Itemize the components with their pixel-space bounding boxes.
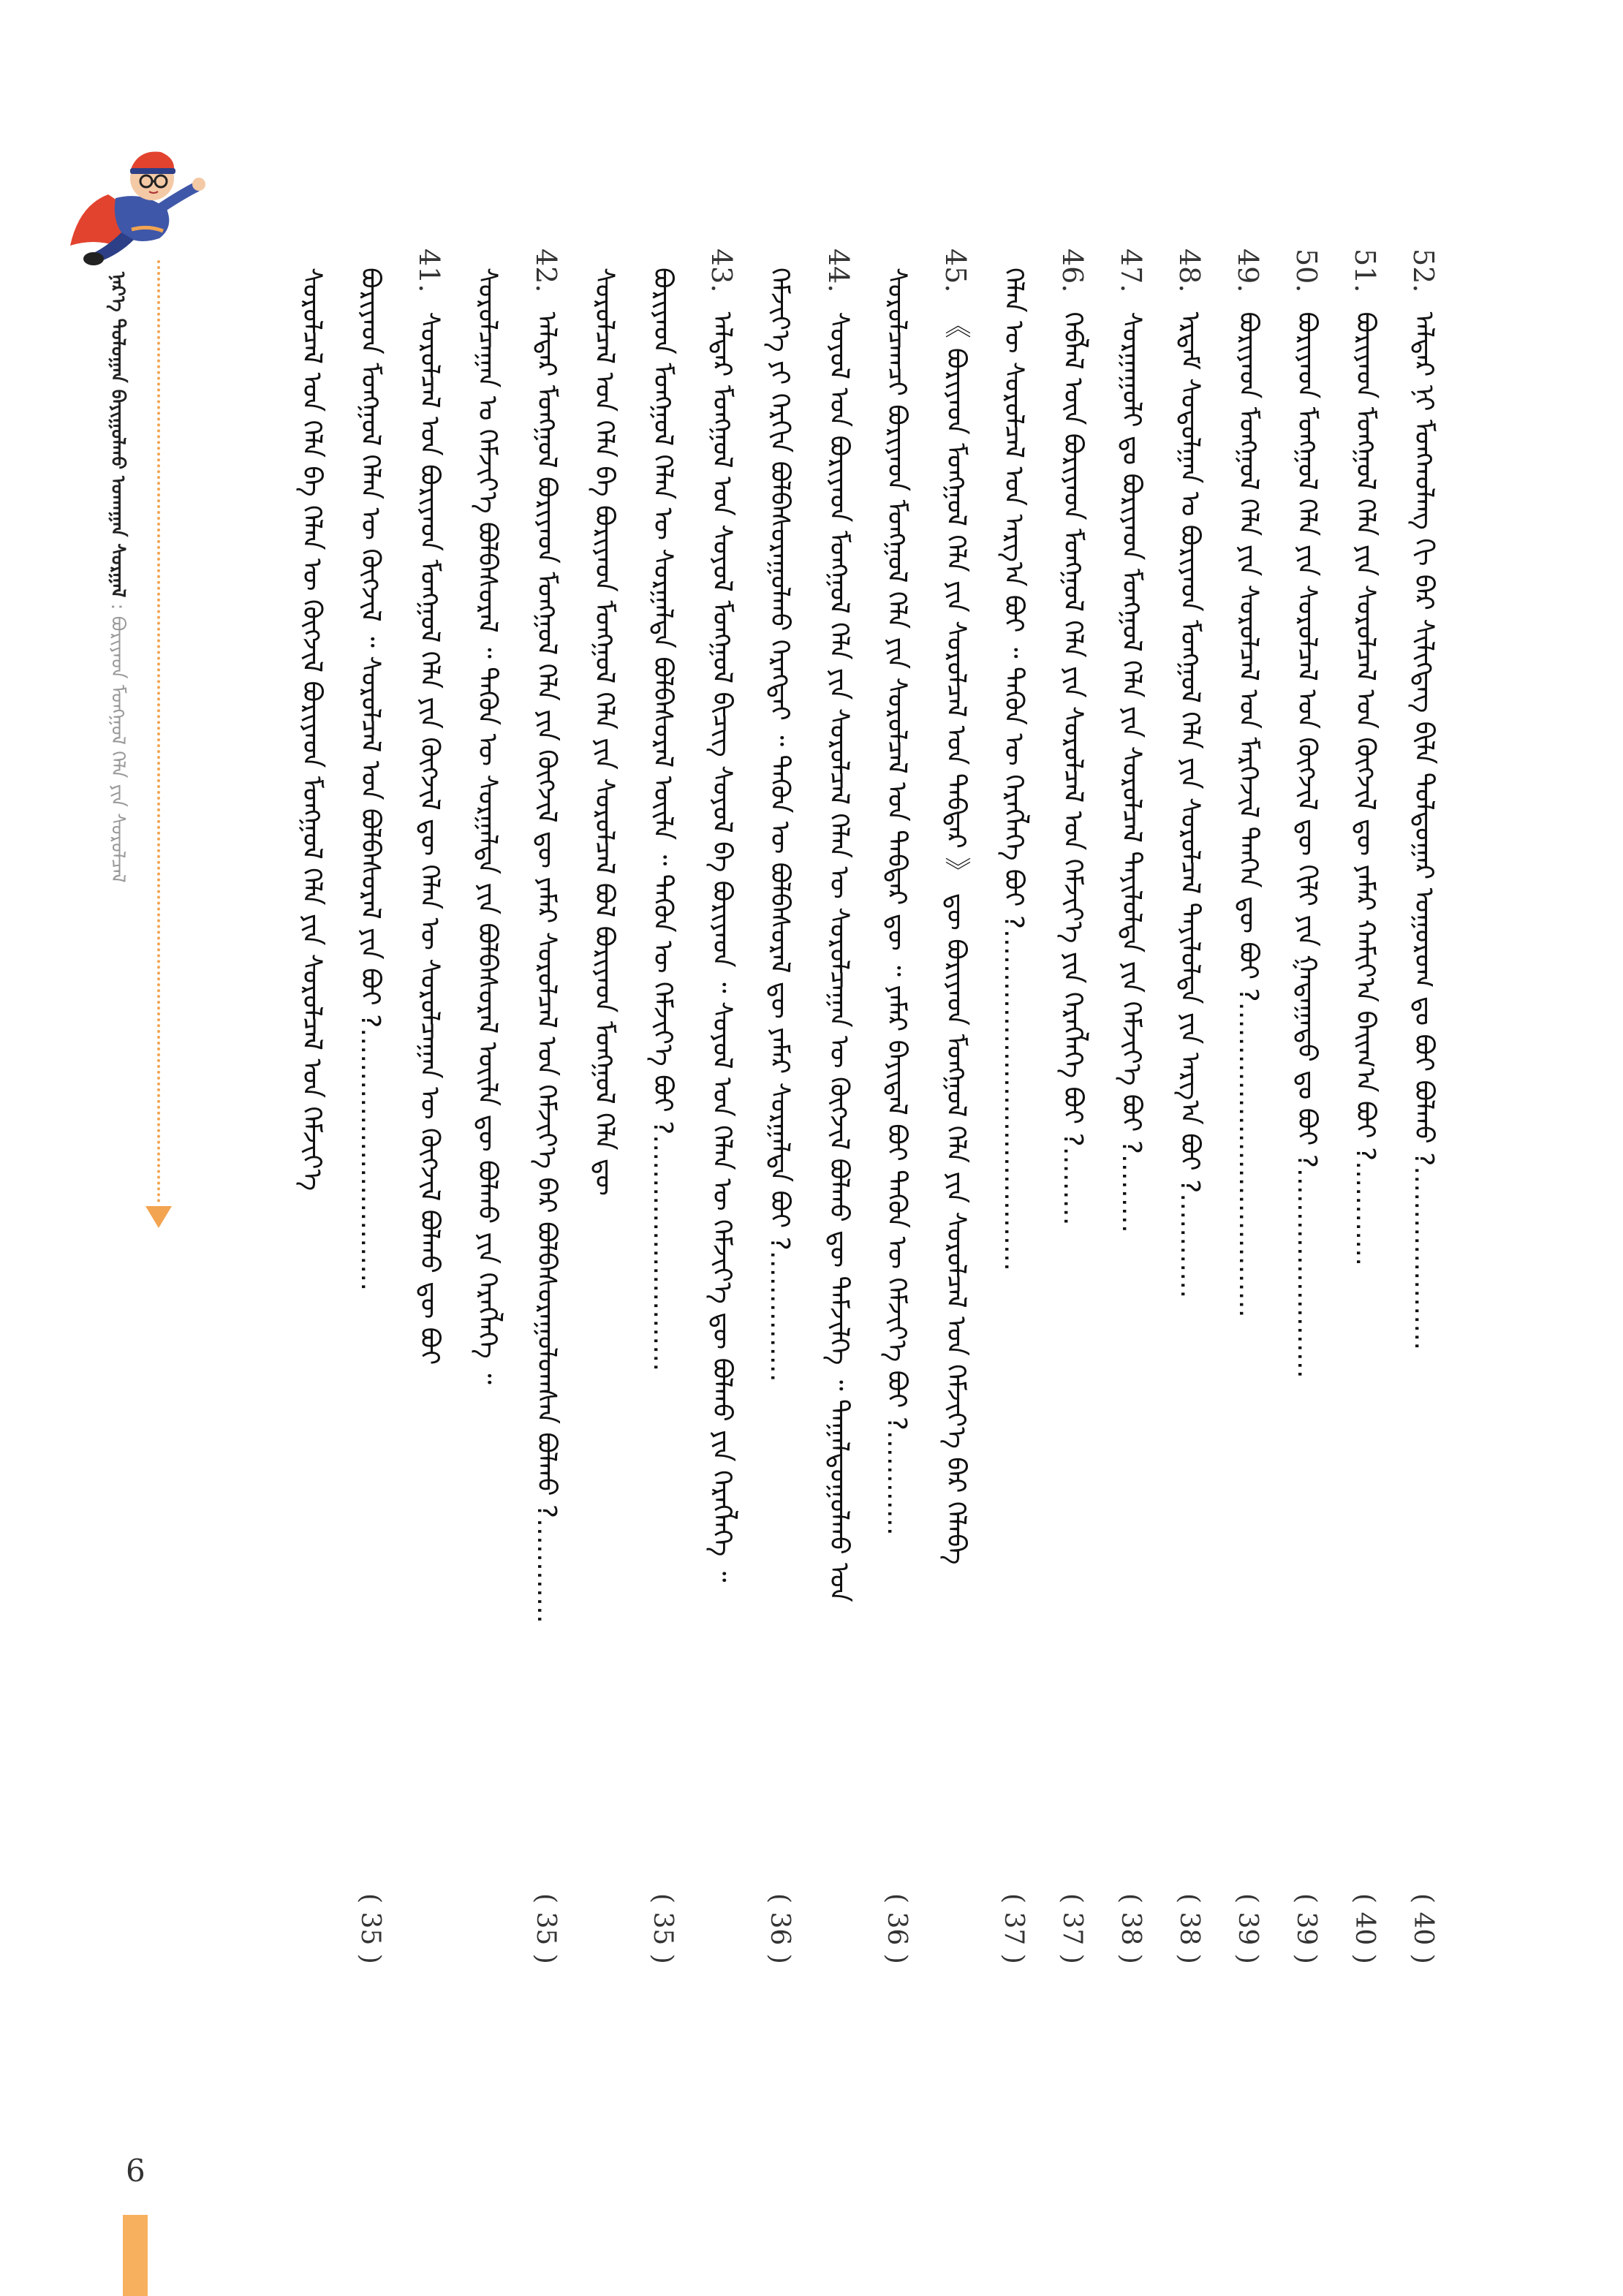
entry-text: ᠪᠤᠷᠢᠶᠠᠳ ᠮᠣᠩᠭᠣᠯ ᠬᠡᠯᠡ ᠶᠢᠨ ᠰᠤᠷᠤᠯᠴᠠᠯ ᠤᠨ ᠬᠥᠭᠵᠢᠯ ᠳᠦ ᠬᠢᠯᠢ ᠶᠢᠨ ᠭᠠᠳᠠᠭᠠᠳᠤ ᠳᠤ ᠪᠣᠢ ? [1292,311,1322,1168]
entry-text: ᠰᠤᠷᠤᠯᠴᠠᠯ ᠤᠨ ᠬᠡᠯᠡ ᠪᠠ ᠪᠤᠷᠢᠶᠠᠳ ᠮᠣᠩᠭᠣᠯ ᠬᠡᠯᠡ ᠶᠢᠨ ᠰᠤᠷᠤᠯᠴᠠᠯ ᠪᠣᠯ ᠪᠤᠷᠢᠶᠠᠳ ᠮᠣᠩᠭᠣᠯ ᠬᠡᠯᠡ ᠳᠦ [589,268,619,1196]
dot-leader: ………… [882,1430,912,1536]
entry-text: ᠪᠤᠷᠢᠶᠠᠳ ᠮᠣᠩᠭᠣᠯ ᠬᠡᠯᠡᠨ ᠦ ᠰᠤᠷᠭᠠᠯᠲᠠ ᠪᠣᠯᠪᠠᠰᠤᠷᠠᠯ ᠦᠢᠯᠡ ᠃ ᠲᠡᠭᠦᠨ ᠦ ᠬᠡᠮᠵᠢᠶ᠎ᠡ ᠪᠣᠢ ? [648,268,678,1135]
toc-entry [357,249,383,2076]
entry-page-ref: ( 39 ) [1291,1893,1321,1964]
dot-leader: ……… [1058,1146,1088,1226]
series-title: ᠨᠡᠷ᠎ᠡ ᠳᠣᠯᠤᠭᠠᠨ ᠪᠠᠶᠢᠭᠤᠯᠬᠤ ᠤᠬᠠᠭᠠᠨ ᠰᠤᠷᠭᠠᠯ [107,272,129,598]
dot-leader: ………………… [1409,1166,1439,1351]
toc-entry [705,249,738,2076]
dot-leader: …………… [765,1250,795,1382]
entry-number: 43. [705,249,738,293]
entry-number: 45. [939,249,972,293]
entry-text: ᠰᠣᠶᠤᠯ ᠤᠨ ᠪᠤᠷᠢᠶᠠᠳ ᠮᠣᠩᠭᠣᠯ ᠬᠡᠯᠡ ᠶᠢᠨ ᠰᠤᠷᠤᠯᠴᠠᠯ ᠬᠡᠯᠡᠨ ᠦ ᠰᠤᠷᠤᠯᠴᠠᠭᠠᠨ ᠦ ᠬᠥᠭᠵᠢᠯ ᠪᠣᠯᠬᠤ ᠳᠦ ᠳᠡᠮᠵᠢᠯᠭᠡ ᠃ ᠳᠠᠭᠠᠯᠳᠤᠭᠤᠯᠬᠤ ᠤᠨ [824,311,854,1602]
entry-page-ref: ( 38 ) [1116,1893,1146,1964]
toc-entry [591,249,617,2076]
dot-leader: …………………… [1292,1167,1322,1379]
entry-number: 44. [822,249,855,293]
entry-text: ᠰᠤᠷᠤᠯᠴᠠᠯ ᠤᠨ ᠬᠡᠯᠡ ᠪᠠ ᠬᠡᠯᠡᠨ ᠦ ᠬᠥᠭᠵᠢᠯ ᠪᠤᠷᠢᠶᠠᠳ ᠮᠣᠩᠭᠣᠯ ᠬᠡᠯᠡ ᠶᠢᠨ ᠰᠤᠷᠤᠯᠴᠠᠯ ᠤᠨ ᠬᠡᠮᠵᠢᠶ᠎ᠡ [297,268,327,1191]
dotted-divider [157,260,160,1203]
book-title: ᠪᠤᠷᠢᠶᠠᠳ ᠮᠣᠩᠭᠣᠯ ᠬᠡᠯᠡ ᠶᠢᠨ ᠰᠤᠷᠤᠯᠴᠠᠯ [107,615,129,883]
toc-entry [415,249,443,2076]
entry-number: 47. [1115,249,1147,293]
entry-text: ᠰᠤᠷᠭᠠᠭᠤᠯᠢ ᠳᠤ ᠪᠤᠷᠢᠶᠠᠳ ᠮᠣᠩᠭᠣᠯ ᠬᠡᠯᠡ ᠶᠢᠨ ᠰᠤᠷᠤᠯᠴᠠᠯ ᠲᠠᠶᠢᠯᠤᠯᠲᠠ ᠶᠢᠨ ᠬᠡᠮᠵᠢᠶ᠎ᠡ ᠪᠣᠢ ? [1116,311,1146,1154]
toc-entry [649,249,676,2076]
entry-page-ref: ( 36 ) [765,1893,795,1964]
entry-text: ᠪᠤᠷᠢᠶᠠᠳ ᠮᠣᠩᠭᠣᠯ ᠬᠡᠯᠡ ᠶᠢᠨ ᠰᠤᠷᠤᠯᠴᠠᠯ ᠤᠨ ᠬᠥᠭᠵᠢᠯ ᠳᠦ ᠶᠠᠮᠠᠷ ᠬᠠᠮᠢᠶ᠎ᠠ ᠪᠠᠢᠭ᠎ᠠ ᠪᠣᠢ ? [1350,311,1380,1162]
toc-entry [765,249,795,2076]
entry-text: ᠰᠤᠷᠤᠯᠴᠠᠯ ᠤᠨ ᠪᠤᠷᠢᠶᠠᠳ ᠮᠣᠩᠭᠣᠯ ᠬᠡᠯᠡ ᠶᠢᠨ ᠬᠥᠭᠵᠢᠯ ᠳᠦ ᠬᠡᠯᠡᠨ ᠦ ᠰᠤᠷᠤᠯᠴᠠᠭᠠᠨ ᠦ ᠬᠥᠭᠵᠢᠯ ᠪᠣᠯᠬᠤ ᠳᠦ ᠪᠣᠢ [415,311,444,1365]
entry-text: ᠪᠤᠷᠢᠶᠠᠳ ᠮᠣᠩᠭᠣᠯ ᠬᠡᠯᠡ ᠶᠢᠨ ᠰᠤᠷᠤᠯᠴᠠᠯ ᠤᠨ ᠮᠡᠷᠭᠡᠵᠢᠯ ᠲᠡᠨᠭᠡᠨ ᠳᠦ ᠪᠣᠢ ? [1233,311,1263,1002]
entry-text: ᠪᠤᠷᠢᠶᠠᠳ ᠮᠣᠩᠭᠣᠯ ᠬᠡᠯᠡᠨ ᠦ ᠬᠥᠭᠵᠢᠯ ᠃ ᠰᠤᠷᠤᠯᠴᠠᠯ ᠤᠨ ᠪᠣᠯᠪᠠᠰᠤᠷᠠᠯ ᠶᠢᠨ ᠪᠣᠢ ? [355,268,385,1028]
entry-text: ᠠᠯᠳᠠᠷ ᠮᠣᠩᠭᠣᠯ ᠤᠨ ᠰᠣᠶᠤᠯ ᠮᠣᠩᠭᠣᠯ ᠪᠢᠴᠢᠭ ᠰᠣᠶᠤᠯ ᠪᠠ ᠪᠤᠷᠢᠶᠠᠳ ᠃ ᠰᠣᠶᠤᠯ ᠤᠨ ᠬᠡᠯᠡᠨ ᠦ ᠬᠡᠮᠵᠢᠶ᠎ᠡ ᠳᠦ ᠪᠣᠯᠬᠤ ᠶᠢᠨ ᠬᠡᠷᠡᠭᠯᠡᠭᠡ ᠃ [707,311,737,1583]
toc-entry [1234,249,1262,2076]
entry-text: ᠬᠡᠪᠯᠡᠯ ᠦᠨ ᠪᠤᠷᠢᠶᠠᠳ ᠮᠣᠩᠭᠣᠯ ᠬᠡᠯᠡ ᠶᠢᠨ ᠰᠤᠷᠤᠯᠴᠠᠯ ᠤᠨ ᠬᠡᠮᠵᠢᠶ᠎ᠡ ᠶᠢᠨ ᠬᠡᠷᠡᠭᠯᠡᠭᠡ ᠪᠣᠢ ? [1058,311,1088,1147]
entry-page-ref: ( 38 ) [1174,1893,1204,1964]
entry-text: 《 ᠪᠤᠷᠢᠶᠠᠳ ᠮᠣᠩᠭᠣᠯ ᠬᠡᠯᠡ ᠶᠢᠨ ᠰᠤᠷᠤᠯᠴᠠᠯ ᠤᠨ ᠳᠡᠪᠲᠡᠷ 》 ᠳᠦ ᠪᠤᠷᠢᠶᠠᠳ ᠮᠣᠩᠭᠣᠯ ᠬᠡᠯᠡ ᠶᠢᠨ ᠰᠤᠷᠤᠯᠴᠠᠯ ᠤᠨ ᠬᠡᠮᠵᠢᠶ᠎ᠡ ᠪᠠᠷ ᠬᠡᠯᠡᠪᠡ [941,311,971,1565]
entry-page-ref: ( 40 ) [1350,1893,1380,1964]
entry-page-ref: ( 35 ) [355,1893,385,1964]
entry-text: ᠡᠷᠳᠡᠮ ᠰᠤᠳᠤᠯᠭᠠᠨ ᠤ ᠪᠤᠷᠢᠶᠠᠳ ᠮᠣᠩᠭᠣᠯ ᠬᠡᠯᠡ ᠶᠢᠨ ᠰᠤᠷᠤᠯᠴᠠᠯ ᠲᠠᠶᠢᠯᠤᠯᠲᠠ ᠶᠢᠨ ᠠᠷᠭ᠎ᠠ ᠪᠣᠢ ? [1175,311,1205,1194]
entry-number: 52. [1407,249,1439,293]
toc-entry [1407,249,1439,2076]
running-header [101,272,135,883]
toc-entry [882,249,912,2076]
entry-page-ref: ( 35 ) [648,1893,678,1964]
page-number-bar [123,2215,148,2296]
entry-text: ᠠᠯᠳᠠᠷ ᠮᠣᠩᠭᠣᠯ ᠪᠤᠷᠢᠶᠠᠳ ᠮᠣᠩᠭᠣᠯ ᠬᠡᠯᠡ ᠶᠢᠨ ᠬᠥᠭᠵᠢᠯ ᠳᠦ ᠶᠠᠮᠠᠷ ᠰᠤᠷᠤᠯᠴᠠᠯ ᠤᠨ ᠬᠡᠮᠵᠢᠶ᠎ᠡ ᠪᠠᠷ ᠪᠣᠯᠪᠠᠰᠤᠷᠠᠭᠤᠯᠤᠭᠰᠠᠨ ᠪᠣᠯᠬᠤ ? [531,311,561,1519]
entry-number: 50. [1290,249,1323,293]
toc-entry [1173,249,1206,2076]
page-number: 6 [126,2153,145,2189]
toc-entry [1117,249,1145,2076]
toc-entry [474,249,500,2076]
dot-leader: ……………………… [648,1134,678,1372]
entry-text: ᠰᠤᠷᠤᠯᠴᠠᠭᠠᠨ ᠤ ᠬᠡᠮᠵᠢᠶ᠎ᠡ ᠪᠣᠯᠪᠠᠰᠤᠷᠠᠯ ᠃ ᠲᠡᠭᠦᠨ ᠦ ᠰᠤᠷᠭᠠᠯᠲᠠ ᠶᠢᠨ ᠪᠣᠯᠪᠠᠰᠤᠷᠠᠯ ᠦᠢᠯᠡ ᠳᠦ ᠪᠣᠯᠬᠤ ᠶᠢᠨ ᠬᠡᠷᠡᠭᠯᠡᠭᠡ ᠃ [472,268,502,1384]
entry-page-ref: ( 35 ) [531,1893,561,1964]
toc-entry [939,249,972,2076]
toc-entry [1290,249,1323,2076]
entry-text: ᠬᠡᠮᠵᠢᠶ᠎ᠡ ᠶᠢ ᠬᠡᠷᠬᠢᠨ ᠪᠣᠯᠪᠠᠰᠤᠷᠠᠭᠤᠯᠬᠤ ᠬᠡᠷᠡᠭᠲᠡᠢ ᠃ ᠲᠡᠭᠦᠨ ᠦ ᠪᠣᠯᠪᠠᠰᠤᠷᠠᠯ ᠳᠦ ᠶᠠᠮᠠᠷ ᠰᠤᠷᠭᠠᠯᠲᠠ ᠪᠣᠢ ? [765,268,795,1251]
entry-number: 42. [530,249,562,293]
entry-number: 49. [1232,249,1264,293]
entry-page-ref: ( 40 ) [1408,1893,1438,1964]
dot-leader: ………… [531,1518,561,1624]
dot-leader: ……… [1116,1153,1146,1233]
toc-entry [1351,249,1379,2076]
entry-text: ᠬᠡᠯᠡᠨ ᠦ ᠰᠤᠷᠤᠯᠴᠠᠯ ᠤᠨ ᠠᠷᠭ᠎ᠠ ᠪᠣᠢ ᠃ ᠲᠡᠭᠦᠨ ᠦ ᠬᠡᠷᠡᠭᠯᠡᠭᠡ ᠪᠣᠢ ? [999,268,1029,929]
toc-entry [999,249,1029,2076]
dot-leader: ………………………… [355,1028,385,1292]
header-separator: : [107,603,129,610]
entry-number: 48. [1173,249,1206,293]
toc-entry [298,249,325,2076]
dot-leader: ………… [1350,1161,1380,1267]
dot-leader: ……………………………… [1233,1001,1263,1318]
entry-text: ᠰᠤᠷᠤᠯᠴᠠᠭᠴᠢ ᠪᠤᠷᠢᠶᠠᠳ ᠮᠣᠩᠭᠣᠯ ᠬᠡᠯᠡ ᠶᠢᠨ ᠰᠤᠷᠤᠯᠴᠠᠯ ᠤᠨ ᠳᠡᠪᠲᠡᠷ ᠳᠦ ᠃ ᠶᠠᠮᠠᠷ ᠪᠠᠶᠢᠳᠠᠯ ᠪᠣᠢ ᠲᠡᠭᠦᠨ ᠦ ᠬᠡᠮᠵᠢᠶ᠎ᠡ ᠪᠣᠢ ? [882,268,912,1431]
dot-leader: ………………………………… [999,928,1029,1271]
entry-number: 41. [413,249,445,293]
entry-page-ref: ( 39 ) [1233,1893,1263,1964]
entry-number: 46. [1056,249,1089,293]
dot-leader: ………… [1175,1193,1205,1299]
toc-entry [532,249,560,2076]
entry-page-ref: ( 37 ) [999,1893,1029,1964]
entry-number: 51. [1349,249,1381,293]
entry-page-ref: ( 37 ) [1057,1893,1087,1964]
toc-entry [1056,249,1089,2076]
entry-text: ᠠᠯᠳᠠᠷ ᠨᠢ ᠮᠤᠩᠬᠤᠯᠠᠩ ᠬᠢ ᠪᠠᠷ ᠰᠢᠯᠢᠭᠳᠡᠭ ᠪᠢᠯᠡ ᠳᠣᠯᠳᠤᠭᠠᠷ ᠤᠭᠤᠷᠤᠭ ᠳᠤ ᠪᠣᠢ ᠪᠣᠯᠬᠤ ? [1409,311,1439,1167]
flying-boy-mascot-icon [64,136,218,275]
triangle-marker-icon [145,1206,172,1228]
entry-page-ref: ( 36 ) [882,1893,912,1964]
toc-entry [822,249,855,2076]
